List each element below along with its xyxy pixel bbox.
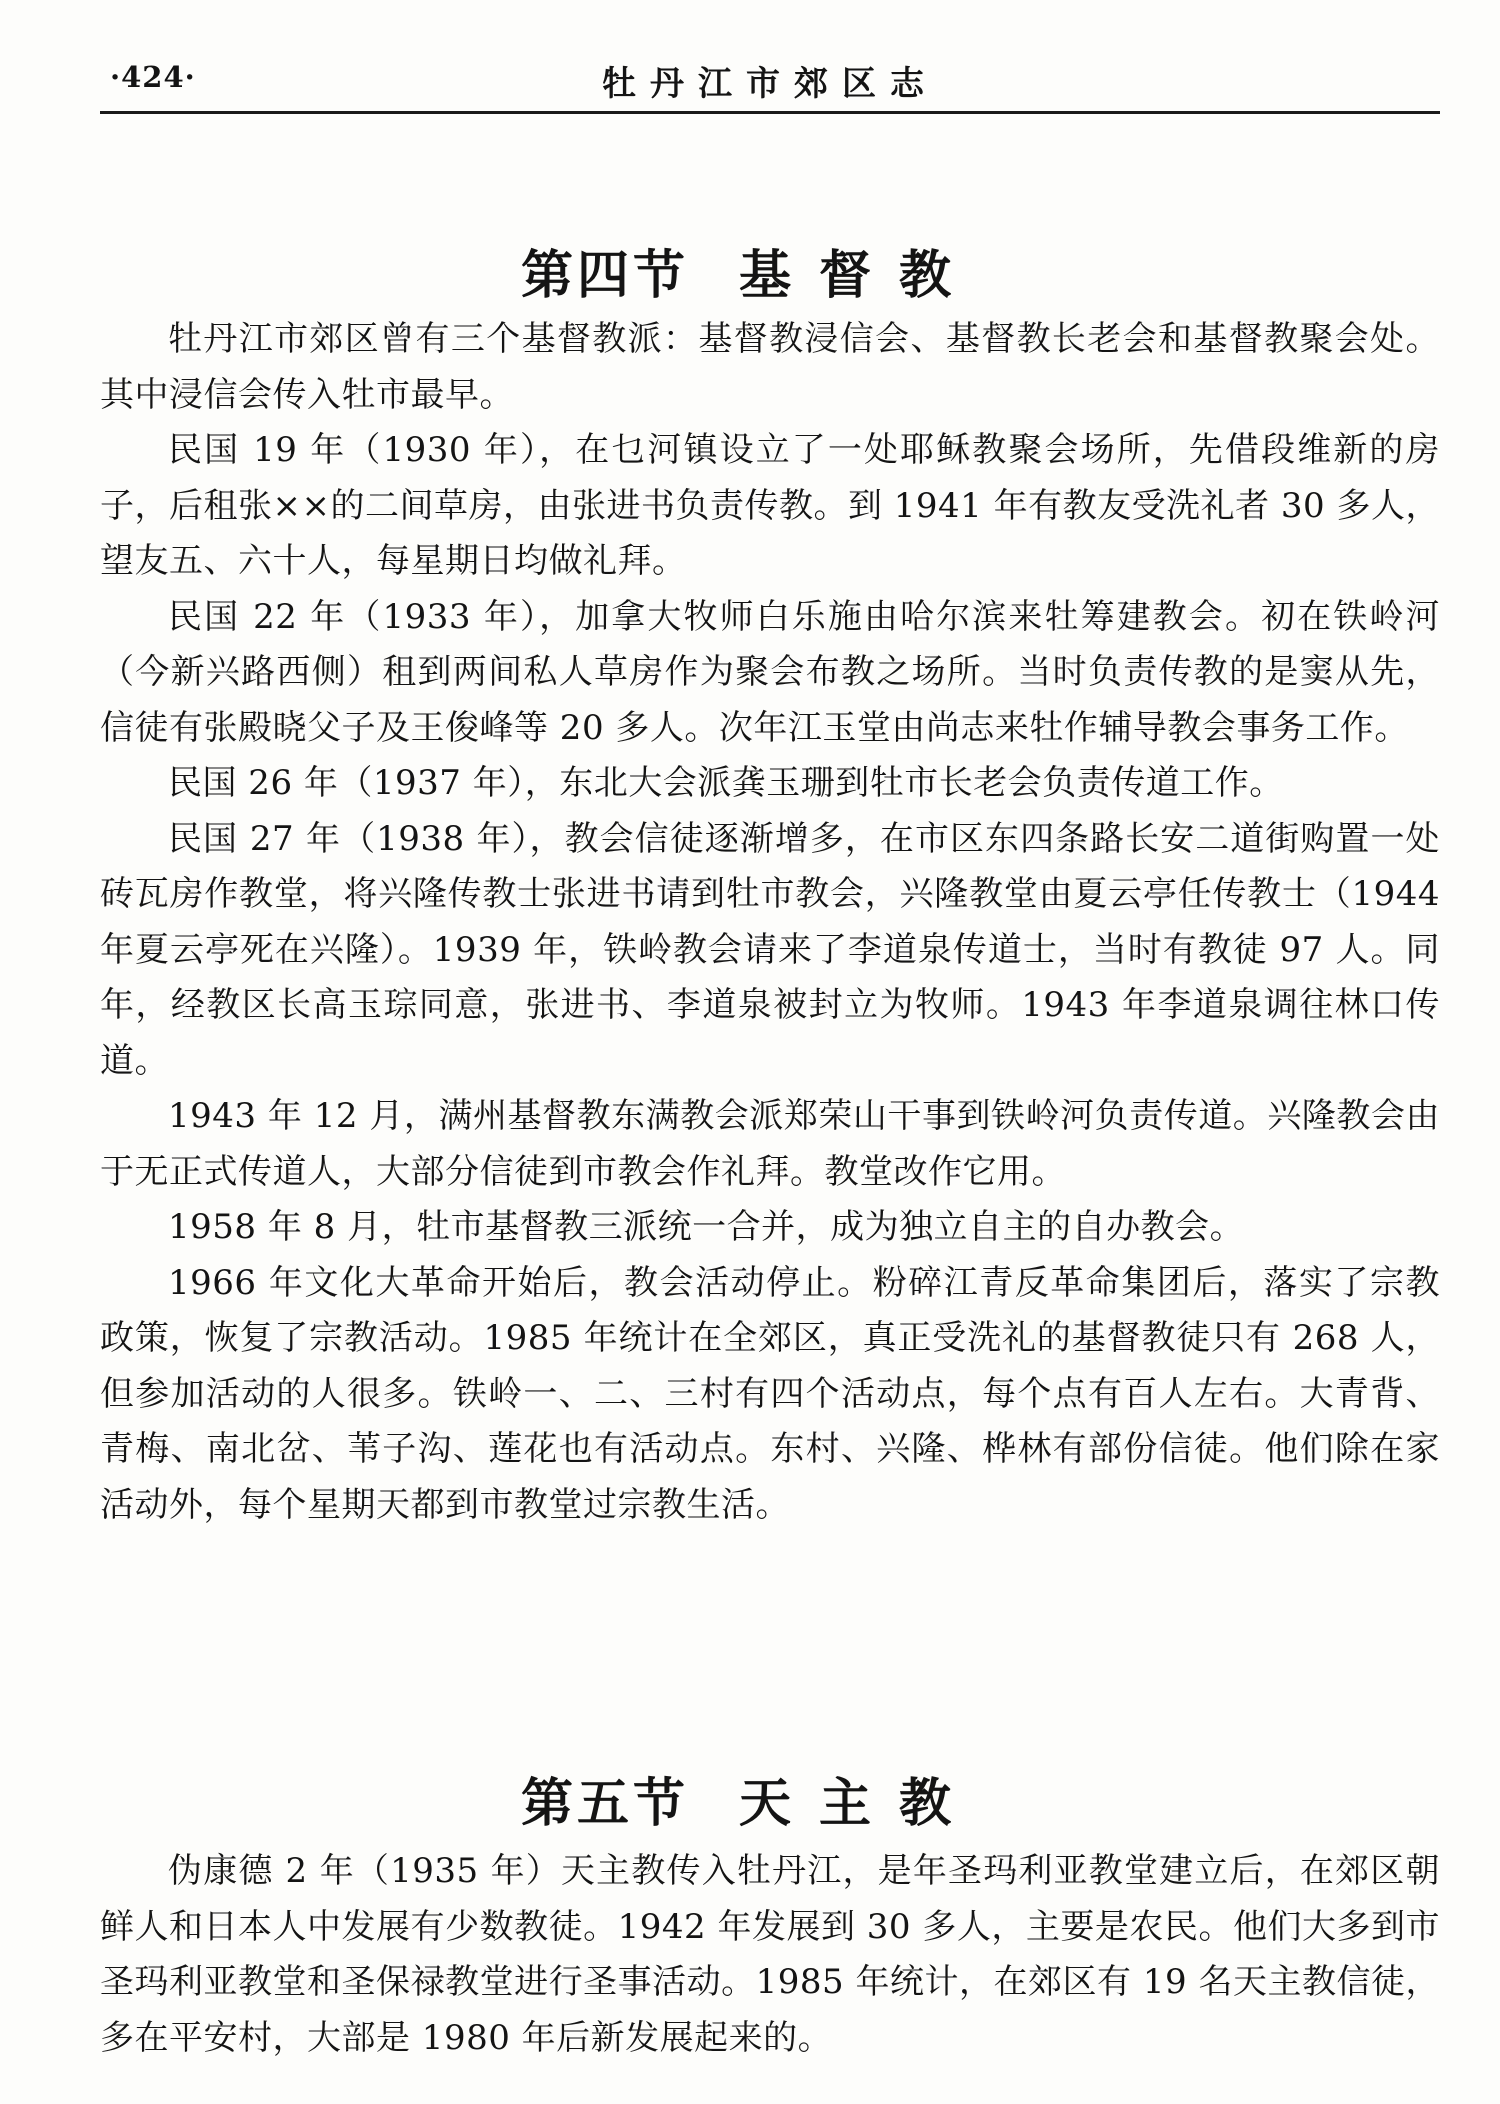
paragraph: 民国 19 年（1930 年），在乜河镇设立了一处耶稣教聚会场所，先借段维新的房子，后租张××的二间草房，由张进书负责传教。到 1941 年有教友受洗礼者 30 多人，望友五、六十人，每星期日均做礼拜。: [100, 430, 1440, 581]
paragraph: 1943 年 12 月，满州基督教东满教会派郑荣山干事到铁岭河负责传道。兴隆教会由于无正式传道人，大部分信徒到市教会作礼拜。教堂改作它用。: [100, 1096, 1440, 1192]
header-rule: [100, 111, 1440, 114]
section-body-catholicism: [100, 1844, 1440, 2066]
section-title-catholicism: [0, 1761, 1500, 1836]
section-name: 天主教: [739, 1773, 980, 1835]
page-number: ·424·: [110, 60, 196, 94]
paragraph: 牡丹江市郊区曾有三个基督教派：基督教浸信会、基督教长老会和基督教聚会处。其中浸信会传入牡市最早。: [100, 319, 1440, 415]
paragraph: 1966 年文化大革命开始后，教会活动停止。粉碎江青反革命集团后，落实了宗教政策，恢复了宗教活动。1985 年统计在全郊区，真正受洗礼的基督教徒只有 268 人，但参加活动的人很多。铁岭一、二、三村有四个活动点，每个点有百人左右。大青背、青梅、南北岔、苇子沟、莲花也有活动点。东村、兴隆、桦林有部份信徒。他们除在家活动外，每个星期天都到市教堂过宗教生活。: [100, 1262, 1440, 1525]
paragraph: 民国 22 年（1933 年），加拿大牧师白乐施由哈尔滨来牡筹建教会。初在铁岭河（今新兴路西侧）租到两间私人草房作为聚会布教之场所。当时负责传教的是窦从先，信徒有张殿晓父子及王俊峰等 20 多人。次年江玉堂由尚志来牡作辅导教会事务工作。: [100, 596, 1440, 748]
section-name: 基督教: [739, 245, 980, 307]
section-title-christianity: [0, 233, 1500, 308]
section-number: 第五节: [520, 1773, 689, 1835]
section-body-christianity: [100, 312, 1440, 1533]
paragraph: 民国 27 年（1938 年），教会信徒逐渐增多，在市区东四条路长安二道街购置一处砖瓦房作教堂，将兴隆传教士张进书请到牡市教会，兴隆教堂由夏云亭任传教士（1944 年夏云亭死在兴隆）。1939 年，铁岭教会请来了李道泉传道士，当时有教徒 97 人。同年，经教区长高玉琮同意，张进书、李道泉被封立为牧师。1943 年李道泉调往林口传道。: [100, 818, 1440, 1081]
page-header: [100, 50, 1440, 114]
paragraph: 伪康德 2 年（1935 年）天主教传入牡丹江，是年圣玛利亚教堂建立后，在郊区朝鲜人和日本人中发展有少数教徒。1942 年发展到 30 多人，主要是农民。他们大多到市圣玛利亚教堂和圣保禄教堂进行圣事活动。1985 年统计，在郊区有 19 名天主教信徒，多在平安村，大部是 1980 年后新发展起来的。: [100, 1851, 1440, 2058]
paragraph: 民国 26 年（1937 年），东北大会派龚玉珊到牡市长老会负责传道工作。: [168, 763, 1284, 803]
section-number: 第四节: [520, 245, 689, 307]
book-title: 牡丹江市郊区志: [602, 64, 938, 104]
paragraph: 1958 年 8 月，牡市基督教三派统一合并，成为独立自主的自办教会。: [168, 1207, 1245, 1247]
